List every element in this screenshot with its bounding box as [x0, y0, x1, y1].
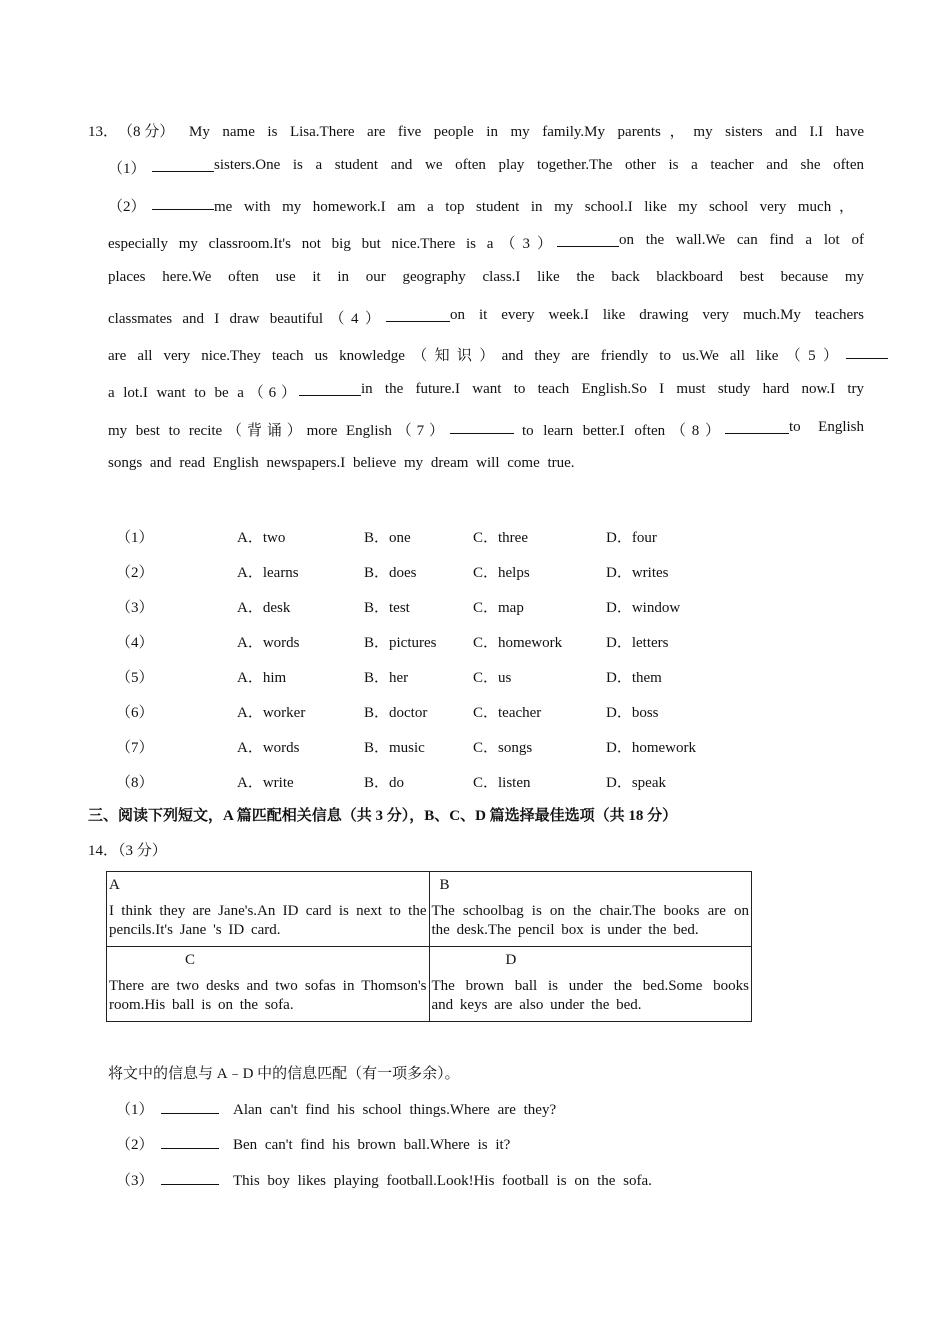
- blank-label-1: （1）: [108, 161, 146, 177]
- cell-b: [429, 872, 752, 947]
- q14-item-text: Ben can't find his brown ball.Where is it?: [233, 1137, 511, 1153]
- q14-item-text: This boy likes playing football.Look!His football is on the sofa.: [233, 1173, 652, 1189]
- option-num: （2）: [116, 565, 154, 581]
- cell-label: A: [109, 877, 120, 893]
- option-c[interactable]: C．homework: [473, 635, 563, 651]
- cell-c: [107, 947, 430, 1022]
- option-a[interactable]: A．words: [237, 635, 300, 651]
- option-row: [0, 701, 950, 723]
- option-d[interactable]: D．homework: [606, 740, 696, 756]
- option-num: （6）: [116, 705, 154, 721]
- q14-item: [116, 1098, 556, 1119]
- q14-item-num: （2）: [116, 1137, 154, 1153]
- option-c[interactable]: C．three: [473, 530, 528, 546]
- blank-6[interactable]: [299, 381, 361, 396]
- q13-line-0: My name is Lisa.There are five people in my family.My parents，my sisters and I.I have: [189, 124, 864, 140]
- option-row: [0, 526, 950, 548]
- q13-line-11b: to learn better.I often（8）: [522, 423, 720, 439]
- option-b[interactable]: B．music: [364, 740, 425, 756]
- cell-label: D: [505, 952, 517, 968]
- blank-1[interactable]: [152, 157, 214, 172]
- option-row: [0, 561, 950, 583]
- q14-item-text: Alan can't find his school things.Where are they?: [233, 1102, 557, 1118]
- option-a[interactable]: A．him: [237, 670, 287, 686]
- option-b[interactable]: B．does: [364, 565, 417, 581]
- option-b[interactable]: B．one: [364, 530, 411, 546]
- option-d[interactable]: D．writes: [606, 565, 669, 581]
- option-d[interactable]: D．window: [606, 600, 681, 616]
- option-num: （1）: [116, 530, 154, 546]
- option-b[interactable]: B．her: [364, 670, 409, 686]
- q13-line-3a: especially my classroom.It's not big but nice.There is a（3）: [108, 236, 552, 252]
- q13-line-5: places here.We often use it in our geography class.I like the back blackboard best because my: [108, 269, 864, 285]
- option-c[interactable]: C．us: [473, 670, 512, 686]
- blank-2[interactable]: [152, 195, 214, 210]
- q14-item: [116, 1133, 510, 1154]
- q13-line-14: songs and read English newspapers.I believe my dream will come true.: [108, 455, 575, 471]
- q14-item-num: （3）: [116, 1173, 154, 1189]
- option-row: [0, 631, 950, 653]
- option-row: [0, 736, 950, 758]
- option-d[interactable]: D．speak: [606, 775, 666, 791]
- q14-item-num: （1）: [116, 1102, 154, 1118]
- q13-line-6a: classmates and I draw beautiful（4）: [108, 311, 380, 327]
- answer-blank[interactable]: [161, 1099, 219, 1114]
- match-table: [106, 871, 752, 1022]
- option-d[interactable]: D．them: [606, 670, 662, 686]
- option-num: （7）: [116, 740, 154, 756]
- option-row: [0, 596, 950, 618]
- q13-line-3b: on the wall.We can find a lot of: [619, 232, 864, 248]
- option-c[interactable]: C．listen: [473, 775, 531, 791]
- q13-line-8: are all very nice.They teach us knowledge（知识）and they are friendly to us.We all like（5）: [108, 348, 838, 364]
- option-num: （3）: [116, 600, 154, 616]
- q13-line-1: sisters.One is a student and we often play together.The other is a teacher and she often: [214, 157, 864, 173]
- blank-8[interactable]: [725, 419, 789, 434]
- section-heading: 三、阅读下列短文，A 篇匹配相关信息（共 3 分），B、C、D 篇选择最佳选项（共 18 分）: [88, 808, 678, 824]
- option-c[interactable]: C．helps: [473, 565, 530, 581]
- q13-line-6b: on it every week.I like drawing very much.My teachers: [450, 307, 864, 323]
- blank-4[interactable]: [386, 307, 450, 322]
- option-num: （5）: [116, 670, 154, 686]
- cell-text: There are two desks and two sofas in Thomson's room.His ball is on the sofa.: [109, 978, 427, 1013]
- option-b[interactable]: B．pictures: [364, 635, 437, 651]
- option-a[interactable]: A．two: [237, 530, 286, 546]
- option-a[interactable]: A．write: [237, 775, 294, 791]
- option-num: （8）: [116, 775, 154, 791]
- blank-3[interactable]: [557, 232, 619, 247]
- q13-line-11a: my best to recite（背诵）more English（7）: [108, 423, 444, 439]
- blank-5[interactable]: [846, 344, 888, 359]
- q14-number: 14．（3 分）: [88, 843, 167, 859]
- option-d[interactable]: D．letters: [606, 635, 669, 651]
- q14-instruction: 将文中的信息与 A﹣D 中的信息匹配（有一项多余）。: [108, 1066, 460, 1082]
- option-b[interactable]: B．test: [364, 600, 410, 616]
- option-a[interactable]: A．learns: [237, 565, 299, 581]
- option-a[interactable]: A．desk: [237, 600, 291, 616]
- cell-text: The schoolbag is on the chair.The books are on the desk.The pencil box is under the bed.: [431, 903, 749, 938]
- option-a[interactable]: A．worker: [237, 705, 306, 721]
- option-row: [0, 771, 950, 793]
- option-d[interactable]: D．boss: [606, 705, 659, 721]
- answer-blank[interactable]: [161, 1170, 219, 1185]
- q13-line-2: me with my homework.I am a top student in my school.I like my school very much，: [214, 199, 854, 215]
- cell-text: The brown ball is under the bed.Some books and keys are also under the bed.: [431, 978, 749, 1013]
- answer-blank[interactable]: [161, 1134, 219, 1149]
- cell-d: [429, 947, 752, 1022]
- cell-label: C: [185, 952, 196, 968]
- q13-line-11c: to English: [789, 419, 864, 435]
- q13-number: 13．: [88, 124, 119, 140]
- cell-label: B: [439, 877, 450, 893]
- q14-item: [116, 1169, 652, 1190]
- blank-7[interactable]: [450, 419, 514, 434]
- cell-a: [107, 872, 430, 947]
- q13-points: （8 分）: [118, 124, 175, 140]
- blank-label-2: （2）: [108, 199, 146, 215]
- option-b[interactable]: B．doctor: [364, 705, 428, 721]
- q13-line-9b: in the future.I want to teach English.So I must study hard now.I try: [361, 381, 864, 397]
- option-a[interactable]: A．words: [237, 740, 300, 756]
- cell-text: I think they are Jane's.An ID card is next to the pencils.It's Jane 's ID card.: [109, 903, 427, 938]
- option-num: （4）: [116, 635, 154, 651]
- q13-line-9a: a lot.I want to be a（6）: [108, 385, 296, 401]
- option-c[interactable]: C．teacher: [473, 705, 542, 721]
- option-d[interactable]: D．four: [606, 530, 657, 546]
- option-c[interactable]: C．map: [473, 600, 524, 616]
- option-row: [0, 666, 950, 688]
- option-c[interactable]: C．songs: [473, 740, 533, 756]
- option-b[interactable]: B．do: [364, 775, 405, 791]
